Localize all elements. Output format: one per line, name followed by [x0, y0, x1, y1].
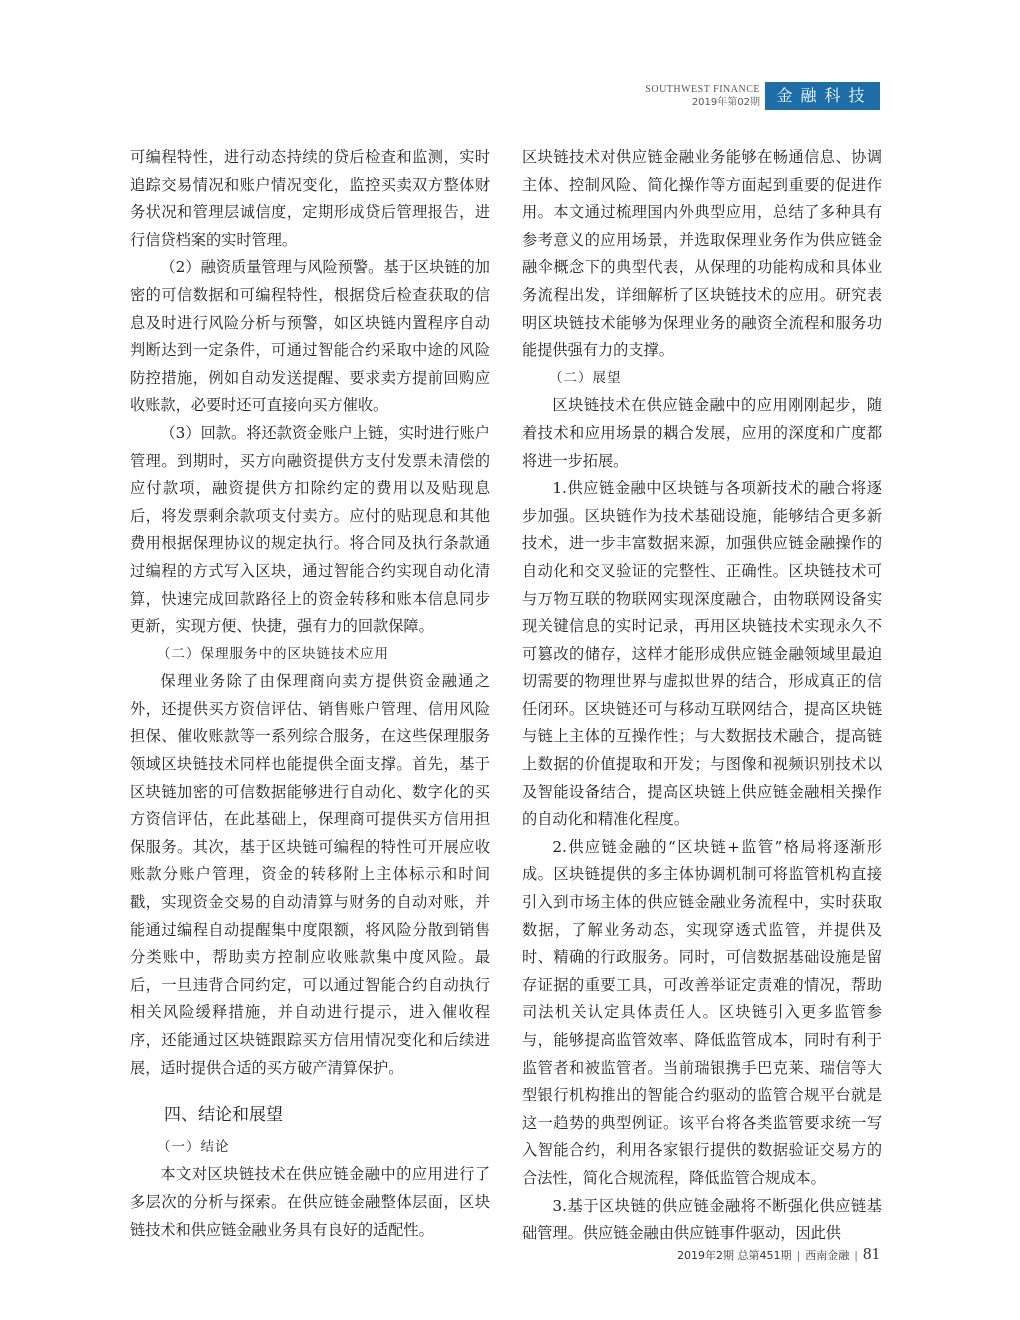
- page-footer: [600, 1244, 880, 1264]
- right-column: [522, 144, 882, 1248]
- footer-divider: |: [854, 1249, 858, 1262]
- left-column: [130, 144, 490, 1244]
- issue-label: 2019年第02期: [691, 97, 760, 108]
- running-header: [600, 80, 880, 114]
- body-paragraph: （3）回款。将还款资金账户上链，实时进行账户管理。到期时，买方向融资提供方支付发票未清偿的应付款项，融资提供方扣除约定的费用以及贴现息后，将发票剩余款项支付卖方。应付的贴现息和其他费用根据保理协议的规定执行。将合同及执行条款通过编程的方式写入区块，通过智能合约实现自动化清算，快速完成回款路径上的资金转移和账本信息同步更新，实现方便、快捷，强有力的回款保障。: [130, 423, 490, 636]
- section-tag: 金融科技: [765, 82, 880, 110]
- body-paragraph: 可编程特性，进行动态持续的贷后检查和监测，实时追踪交易情况和账户情况变化，监控买卖双方整体财务状况和管理层诚信度，定期形成贷后管理报告，进行信贷档案的实时管理。: [130, 148, 490, 249]
- section-heading: 四、结论和展望: [164, 1105, 283, 1126]
- subsection-heading: （二）展望: [549, 369, 622, 386]
- body-paragraph: 保理业务除了由保理商向卖方提供资金融通之外，还提供买方资信评估、销售账户管理、信用风险担保、催收账款等一系列综合服务，在这些保理服务领域区块链技术同样也能提供全面支撑。首先，基于区块链加密的可信数据能够进行自动化、数字化的买方资信评估，在此基础上，保理商可提供买方信用担保服务。其次，基于区块链可编程的特性可开展应收账款分账户管理，资金的转移附上主体标示和时间戳，实现资金交易的自动清算与财务的自动对账，并能通过编程自动提醒集中度限额，将风险分散到销售分类账中，帮助卖方控制应收账款集中度风险。最后，一旦违背合同约定，可以通过智能合约自动执行相关风险缓释措施，并自动进行提示，进入催收程序，还能通过区块链跟踪买方信用情况变化和后续进展，适时提供合适的买方破产清算保护。: [130, 672, 490, 1077]
- body-paragraph: 区块链技术在供应链金融中的应用刚刚起步，随着技术和应用场景的耦合发展，应用的深度和广度都将进一步拓展。: [522, 396, 882, 470]
- body-paragraph: （2）融资质量管理与风险预警。基于区块链的加密的可信数据和可编程特性，根据贷后检查获取的信息及时进行风险分析与预警，如区块链内置程序自动判断达到一定条件，可通过智能合约采取中途的风险防控措施，例如自动发送提醒、要求卖方提前回购应收账款，必要时还可直接向买方催收。: [130, 258, 490, 415]
- body-paragraph: 3.基于区块链的供应链金融将不断强化供应链基础管理。供应链金融由供应链事件驱动，因此供: [522, 1196, 882, 1243]
- body-paragraph: 区块链技术对供应链金融业务能够在畅通信息、协调主体、控制风险、简化操作等方面起到重要的促进作用。本文通过梳理国内外典型应用，总结了多种具有参考意义的应用场景，并选取保理业务作为供应链金融伞概念下的典型代表，从保理的功能构成和具体业务流程出发，详细解析了区块链技术的应用。研究表明区块链技术能够为保理业务的融资全流程和服务功能提供强有力的支撑。: [522, 148, 882, 360]
- page-number: 81: [863, 1244, 880, 1263]
- journal-info: [600, 84, 760, 110]
- body-paragraph: 2.供应链金融的“区块链+监管”格局将逐渐形成。区块链提供的多主体协调机制可将监管机构直接引入到市场主体的供应链金融业务流程中，实时获取数据，了解业务动态，实现穿透式监管，并提供及时、精确的行政服务。同时，可信数据基础设施是留存证据的重要工具，可改善举证定责难的情况，帮助司法机关认定具体责任人。区块链引入更多监管参与，能够提高监管效率、降低监管成本，同时有利于监管者和被监管者。当前瑞银携手巴克莱、瑞信等大型银行机构推出的智能合约驱动的监管合规平台就是这一趋势的典型例证。该平台将各类监管要求统一写入智能合约，利用各家银行提供的数据验证交易方的合法性，简化合规流程，降低监管合规成本。: [522, 837, 882, 1187]
- journal-english-name: SOUTHWEST FINANCE: [645, 84, 760, 95]
- footer-issue: 2019年2期 总第451期: [677, 1249, 792, 1262]
- subsection-heading: （一）结论: [157, 1138, 230, 1155]
- journal-logo: 西南金融: [805, 1249, 850, 1262]
- body-paragraph: 本文对区块链技术在供应链金融中的应用进行了多层次的分析与探索。在供应链金融整体层面，区块链技术和供应链金融业务具有良好的适配性。: [130, 1165, 490, 1239]
- subsection-heading: （二）保理服务中的区块链技术应用: [157, 645, 389, 662]
- body-paragraph: 1.供应链金融中区块链与各项新技术的融合将逐步加强。区块链作为技术基础设施，能够结合更多新技术，进一步丰富数据来源，加强供应链金融操作的自动化和交叉验证的完整性、正确性。区块链技术可与万物互联的物联网实现深度融合，由物联网设备实现关键信息的实时记录，再用区块链技术实现永久不可篡改的储存，这样才能形成供应链金融领域里最迫切需要的物理世界与虚拟世界的结合，形成真正的信任闭环。区块链还可与移动互联网结合，提高区块链与链上主体的互操作性；与大数据技术融合，提高链上数据的价值提取和开发；与图像和视频识别技术以及智能设备结合，提高区块链上供应链金融相关操作的自动化和精准化程度。: [522, 479, 882, 829]
- footer-divider: |: [796, 1249, 801, 1262]
